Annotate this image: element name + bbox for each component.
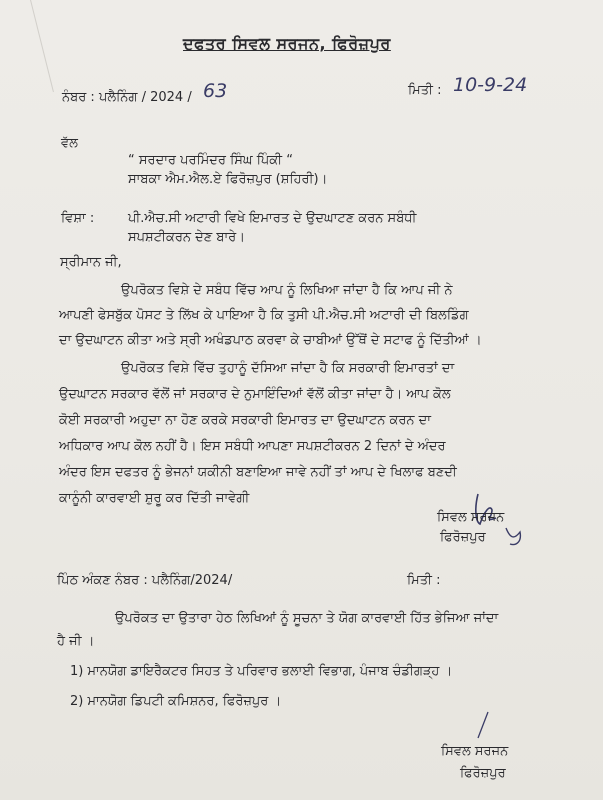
body-p2-line: ਉਦਘਾਟਨ ਸਰਕਾਰ ਵੱਲੋਂ ਜਾਂ ਸਰਕਾਰ ਦੇ ਨੁਮਾਇੰਦਿਆਂ ਵੱਲੋਂ ਕੀਤਾ ਜਾਂਦਾ ਹੈ। ਆਪ ਕੋਲ <box>59 387 451 402</box>
addressee-name: “ ਸਰਦਾਰ ਪਰਮਿੰਦਰ ਸਿੰਘ ਪਿੰਕੀ “ <box>128 153 293 168</box>
date-label: ਮਿਤੀ : <box>408 83 442 98</box>
endorsement-number-label: ਪਿੰਠ ਅੰਕਣ ਨੰਬਰ : ਪਲੈਨਿੰਗ/2024/ <box>57 573 233 588</box>
body-p1-line: ਉਪਰੋਕਤ ਵਿਸ਼ੇ ਦੇ ਸਬੰਧ ਵਿੱਚ ਆਪ ਨੂੰ ਲਿਖਿਆ ਜਾਂਦਾ ਹੈ ਕਿ ਆਪ ਜੀ ਨੇ <box>121 283 453 298</box>
recipient-item: 1) ਮਾਨਯੋਗ ਡਾਇਰੈਕਟਰ ਸਿਹਤ ਤੇ ਪਰਿਵਾਰ ਭਲਾਈ ਵਿਭਾਗ, ਪੰਜਾਬ ਚੰਡੀਗੜ੍ਹ । <box>70 664 453 679</box>
body-p2-line: ਕੋਈ ਸਰਕਾਰੀ ਅਹੁਦਾ ਨਾ ਹੋਣ ਕਰਕੇ ਸਰਕਾਰੀ ਇਮਾਰਤ ਦਾ ਉਦਘਾਟਨ ਕਰਨ ਦਾ <box>59 413 432 428</box>
signatory-title-1: ਸਿਵਲ ਸਰਜਨ <box>437 510 505 525</box>
pen-stroke-mark <box>470 710 494 742</box>
endorsement-text-line-1: ਉਪਰੋਕਤ ਦਾ ਉਤਾਰਾ ਹੇਠ ਲਿਖਿਆਂ ਨੂੰ ਸੂਚਨਾ ਤੇ ਯੋਗ ਕਾਰਵਾਈ ਹਿੱਤ ਭੇਜਿਆ ਜਾਂਦਾ <box>115 611 499 626</box>
paper-fold-mark <box>30 0 75 92</box>
body-p1-line: ਆਪਣੀ ਫੇਸਬੁੱਕ ਪੋਸਟ ਤੇ ਲਿੱਖ ਕੇ ਪਾਇਆ ਹੈ ਕਿ ਤੁਸੀ ਪੀ.ਐਚ.ਸੀ ਅਟਾਰੀ ਦੀ ਬਿਲਡਿੰਗ <box>59 308 469 323</box>
body-p2-line: ਉਪਰੋਕਤ ਵਿਸ਼ੇ ਵਿੱਚ ਤੁਹਾਨੂੰ ਦੱਸਿਆ ਜਾਂਦਾ ਹੈ ਕਿ ਸਰਕਾਰੀ ਇਮਾਰਤਾਂ ਦਾ <box>121 361 455 376</box>
endorsement-date-label: ਮਿਤੀ : <box>407 573 441 588</box>
subject-line-2: ਸਪਸ਼ਟੀਕਰਨ ਦੇਣ ਬਾਰੇ। <box>128 230 245 245</box>
addressee-designation: ਸਾਬਕਾ ਐਮ.ਐਲ.ਏ ਫਿਰੋਜ਼ਪੁਰ (ਸ਼ਹਿਰੀ)। <box>128 172 328 187</box>
signatory-place-2: ਫਿਰੋਜ਼ਪੁਰ <box>460 766 506 781</box>
office-title: ਦਫਤਰ ਸਿਵਲ ਸਰਜਨ, ਫਿਰੋਜ਼ਪੁਰ <box>183 34 391 53</box>
recipient-item: 2) ਮਾਨਯੋਗ ਡਿਪਟੀ ਕਮਿਸ਼ਨਰ, ਫਿਰੋਜ਼ਪੁਰ । <box>70 694 282 709</box>
letter-number-handwritten: 63 <box>203 80 228 102</box>
letter-number-label: ਨੰਬਰ : ਪਲੈਨਿੰਗ / 2024 / <box>62 90 192 105</box>
salutation: ਸ੍ਰੀਮਾਨ ਜੀ, <box>60 255 122 270</box>
signatory-place-1: ਫਿਰੋਜ਼ਪੁਰ <box>440 530 486 545</box>
endorsement-text-line-2: ਹੈ ਜੀ । <box>57 634 95 649</box>
to-label: ਵੱਲ <box>61 136 78 151</box>
body-p2-line: ਕਾਨੂੰਨੀ ਕਾਰਵਾਈ ਸ਼ੁਰੂ ਕਰ ਦਿੱਤੀ ਜਾਵੇਗੀ <box>59 491 250 506</box>
subject-line-1: ਪੀ.ਐਚ.ਸੀ ਅਟਾਰੀ ਵਿਖੇ ਇਮਾਰਤ ਦੇ ਉਦਘਾਟਣ ਕਰਨ ਸਬੰਧੀ <box>128 211 417 226</box>
signatory-title-2: ਸਿਵਲ ਸਰਜਨ <box>441 744 509 759</box>
body-p1-line: ਦਾ ਉਦਘਾਟਨ ਕੀਤਾ ਅਤੇ ਸ੍ਰੀ ਅਖੰਡਪਾਠ ਕਰਵਾ ਕੇ ਚਾਬੀਆਂ ਉੱਥੋਂ ਦੇ ਸਟਾਫ ਨੂੰ ਦਿੱਤੀਆਂ । <box>59 333 482 348</box>
subject-label: ਵਿਸ਼ਾ : <box>61 211 95 226</box>
date-handwritten: 10-9-24 <box>453 74 528 96</box>
body-p2-line: ਅੰਦਰ ਇਸ ਦਫਤਰ ਨੂੰ ਭੇਜਨਾਂ ਯਕੀਨੀ ਬਣਾਇਆ ਜਾਵੇ ਨਹੀਂ ਤਾਂ ਆਪ ਦੇ ਖਿਲਾਫ ਬਣਦੀ <box>59 465 457 480</box>
body-p2-line: ਅਧਿਕਾਰ ਆਪ ਕੋਲ ਨਹੀਂ ਹੈ। ਇਸ ਸਬੰਧੀ ਆਪਣਾ ਸਪਸ਼ਟੀਕਰਨ 2 ਦਿਨਾਂ ਦੇ ਅੰਦਰ <box>59 439 446 454</box>
